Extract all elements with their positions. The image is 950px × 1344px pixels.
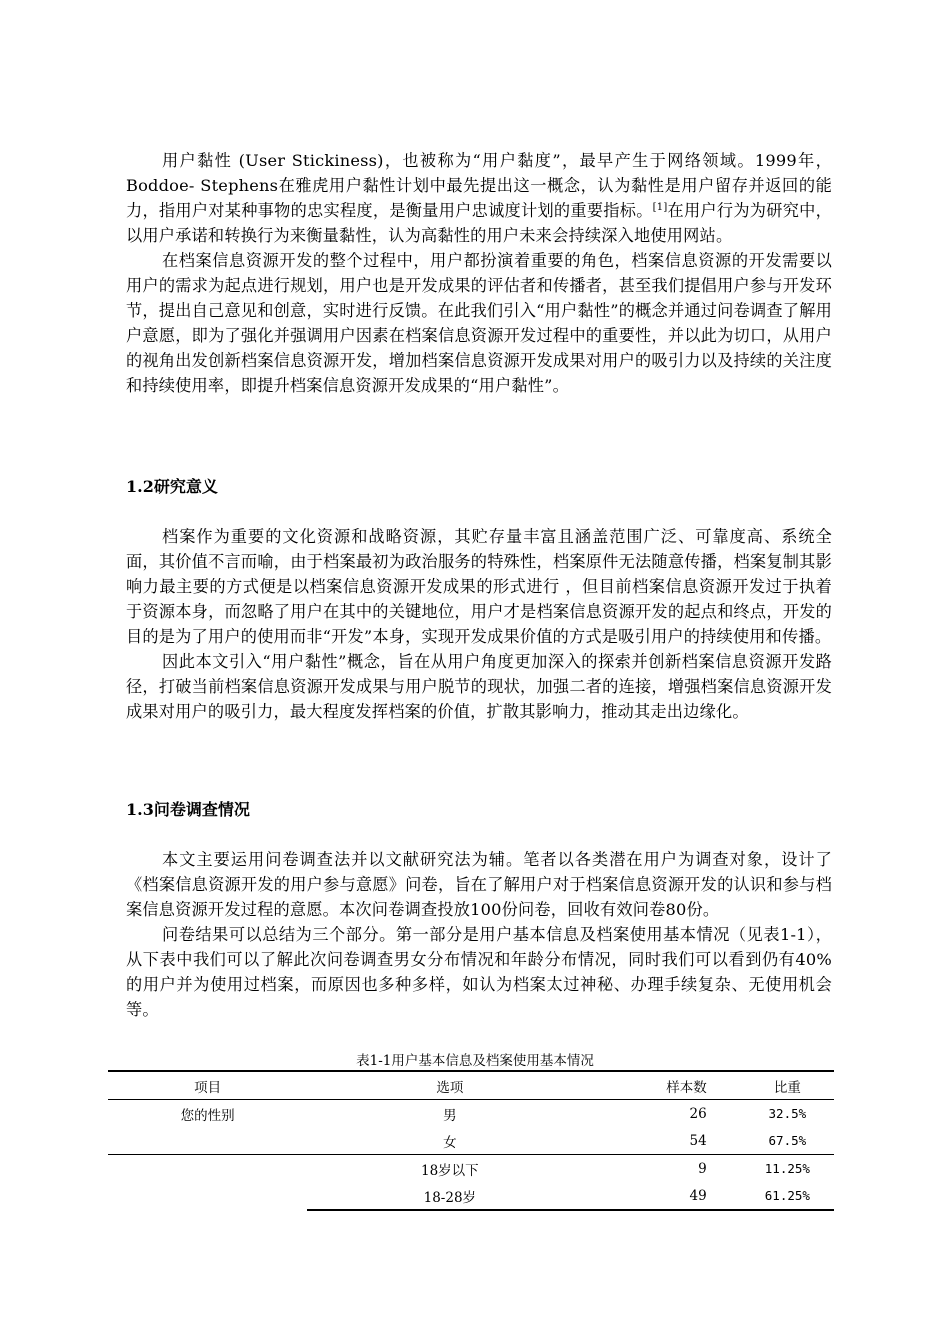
cell-option: 女 bbox=[307, 1127, 592, 1155]
section-1-2-body bbox=[126, 524, 832, 724]
intro-paragraph-1 bbox=[126, 148, 832, 248]
table-row bbox=[108, 1182, 834, 1210]
cell-count: 54 bbox=[592, 1127, 740, 1155]
cell-percentage: 67.5% bbox=[741, 1127, 834, 1155]
section-1-3-paragraph-2: 问卷结果可以总结为三个部分。第一部分是用户基本信息及档案使用基本情况（见表1-1），从下表中我们可以了解此次问卷调查男女分布情况和年龄分布情况，同时我们可以看到仍有40%的用户并为使用过档案，而原因也多种多样，如认为档案太过神秘、办理手续复杂、无使用机会等。 bbox=[126, 925, 832, 1019]
cell-option: 18-28岁 bbox=[307, 1182, 592, 1210]
header-sample-count: 样本数 bbox=[592, 1071, 740, 1100]
cell-item bbox=[108, 1182, 307, 1210]
section-heading-1-3: 1.3问卷调查情况 bbox=[126, 800, 250, 819]
cell-percentage: 61.25% bbox=[741, 1182, 834, 1210]
section-heading-1-2: 1.2研究意义 bbox=[126, 477, 218, 496]
section-1-2-paragraph-1: 档案作为重要的文化资源和战略资源，其贮存量丰富且涵盖范围广泛、可靠度高、系统全面，其价值不言而喻，由于档案最初为政治服务的特殊性，档案原件无法随意传播，档案复制其影响力最主要的方式便是以档案信息资源开发成果的形式进行 ，但目前档案信息资源开发过于执着于资源本身，而忽略了用户在其中的关键地位，用户才是档案信息资源开发的起点和终点，开发的目的是为了用户的使用而非“开发”本身，实现开发成果价值的方式是吸引用户的持续使用和传播。 bbox=[126, 527, 832, 646]
cell-item bbox=[108, 1127, 307, 1155]
table-header-row bbox=[108, 1071, 834, 1100]
header-percentage: 比重 bbox=[741, 1071, 834, 1100]
cell-count: 49 bbox=[592, 1182, 740, 1210]
cell-percentage: 11.25% bbox=[764, 1161, 810, 1176]
header-item: 项目 bbox=[108, 1071, 307, 1100]
cell-item: 您的性别 bbox=[180, 1107, 235, 1124]
cell-count: 26 bbox=[689, 1105, 707, 1122]
cell-option: 18岁以下 bbox=[420, 1162, 479, 1179]
citation-ref: [1] bbox=[652, 202, 668, 213]
cell-percentage: 32.5% bbox=[768, 1106, 807, 1121]
user-info-table bbox=[108, 1070, 834, 1211]
table-row bbox=[108, 1100, 834, 1128]
paragraph-text: 在用户行为为研究中，以用户承诺和转换行为来衡量黏性，认为高黏性的用户未来会持续深入地使用网站。 bbox=[126, 201, 832, 245]
table-row bbox=[108, 1127, 834, 1155]
cell-item bbox=[108, 1155, 307, 1183]
section-1-3-paragraph-1: 本文主要运用问卷调查法并以文献研究法为辅。笔者以各类潜在用户为调查对象，设计了《档案信息资源开发的用户参与意愿》问卷，旨在了解用户对于档案信息资源开发的认识和参与档案信息资源开发过程的意愿。本次问卷调查投放100份问卷，回收有效问卷80份。 bbox=[126, 850, 832, 919]
paragraph-text: 用户黏性 (User Stickiness)，也被称为“用户黏度”，最早产生于网络领域。1999年，Boddoe- Stephens在雅虎用户黏性计划中最先提出这一概念，认为黏性是用户留存并返回的能力，指用户对某种事物的忠实程度，是衡量用户忠诚度计划的重要指标。 bbox=[126, 151, 832, 220]
header-option: 选项 bbox=[307, 1071, 592, 1100]
section-1-3-body bbox=[126, 847, 832, 1022]
intro-paragraph-2: 在档案信息资源开发的整个过程中，用户都扮演着重要的角色，档案信息资源的开发需要以用户的需求为起点进行规划，用户也是开发成果的评估者和传播者，甚至我们提倡用户参与开发环节，提出自己意见和创意，实时进行反馈。在此我们引入“用户黏性”的概念并通过问卷调查了解用户意愿，即为了强化并强调用户因素在档案信息资源开发过程中的重要性，并以此为切口，从用户的视角出发创新档案信息资源开发，增加档案信息资源开发成果对用户的吸引力以及持续的关注度和持续使用率，即提升档案信息资源开发成果的“用户黏性”。 bbox=[126, 251, 832, 395]
cell-count: 9 bbox=[698, 1160, 707, 1177]
table-row bbox=[108, 1155, 834, 1183]
intro-section bbox=[126, 148, 832, 398]
cell-option: 男 bbox=[443, 1107, 457, 1124]
table-caption: 表1-1用户基本信息及档案使用基本情况 bbox=[356, 1053, 594, 1069]
section-1-2-paragraph-2: 因此本文引入“用户黏性”概念，旨在从用户角度更加深入的探索并创新档案信息资源开发路径，打破当前档案信息资源开发成果与用户脱节的现状，加强二者的连接，增强档案信息资源开发成果对用户的吸引力，最大程度发挥档案的价值，扩散其影响力，推动其走出边缘化。 bbox=[126, 652, 832, 721]
